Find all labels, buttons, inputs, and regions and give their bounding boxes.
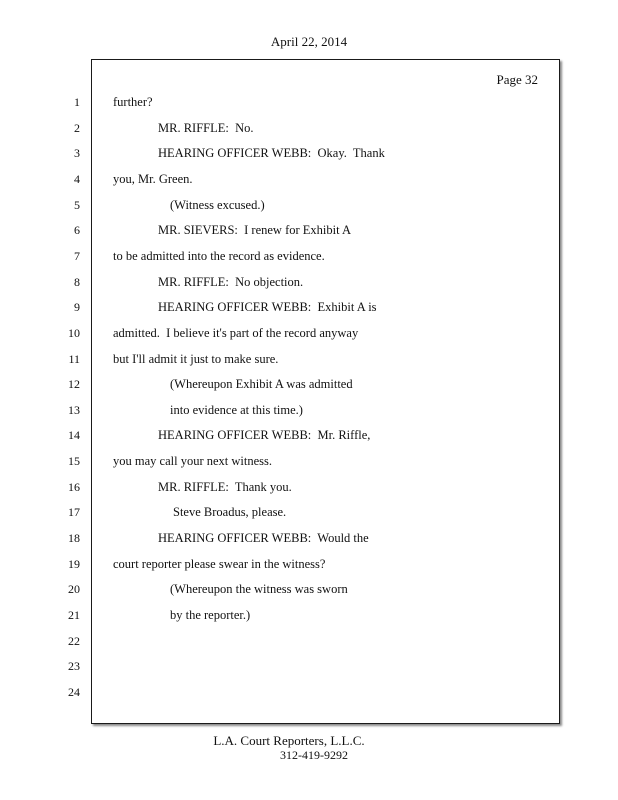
line-text: MR. RIFFLE: Thank you.	[158, 480, 292, 494]
line-text: Steve Broadus, please.	[173, 505, 287, 519]
line-number: 4	[74, 172, 80, 186]
line-text: MR. RIFFLE: No objection.	[158, 275, 304, 289]
line-number: 24	[68, 685, 80, 699]
line-number: 18	[68, 531, 80, 545]
line-number: 16	[68, 480, 80, 494]
line-number: 1	[74, 95, 80, 109]
line-number: 14	[68, 428, 80, 442]
line-number: 5	[74, 198, 80, 212]
line-text: you may call your next witness.	[113, 454, 272, 468]
line-number: 15	[68, 454, 80, 468]
line-number: 6	[74, 223, 80, 237]
line-text: but I'll admit it just to make sure.	[113, 352, 279, 366]
line-text: (Whereupon Exhibit A was admitted	[170, 377, 353, 391]
line-text: HEARING OFFICER WEBB: Mr. Riffle,	[158, 428, 371, 442]
line-number: 21	[68, 608, 80, 622]
line-number: 23	[68, 659, 80, 673]
line-text: MR. RIFFLE: No.	[158, 121, 254, 135]
line-text: court reporter please swear in the witness?	[113, 557, 326, 571]
line-number: 10	[68, 326, 80, 340]
line-text: admitted. I believe it's part of the record anyway	[113, 326, 359, 340]
line-text: HEARING OFFICER WEBB: Okay. Thank	[158, 146, 385, 160]
line-number: 20	[68, 582, 80, 596]
footer-phone: 312-419-9292	[280, 748, 348, 762]
page-number: Page 32	[496, 72, 538, 87]
footer-company: L.A. Court Reporters, L.L.C.	[213, 733, 365, 748]
line-number: 9	[74, 300, 80, 314]
line-text: HEARING OFFICER WEBB: Would the	[158, 531, 369, 545]
line-text: HEARING OFFICER WEBB: Exhibit A is	[158, 300, 377, 314]
line-number: 22	[68, 634, 80, 648]
line-number: 12	[68, 377, 80, 391]
line-text: you, Mr. Green.	[113, 172, 193, 186]
line-number: 19	[68, 557, 80, 571]
line-text: into evidence at this time.)	[170, 403, 303, 417]
line-number: 13	[68, 403, 80, 417]
line-text: (Witness excused.)	[170, 198, 265, 212]
line-text: to be admitted into the record as evidence.	[113, 249, 325, 263]
header-date: April 22, 2014	[270, 34, 348, 49]
line-number: 8	[74, 275, 80, 289]
line-number: 17	[68, 505, 80, 519]
line-text: by the reporter.)	[170, 608, 251, 622]
line-text: (Whereupon the witness was sworn	[170, 582, 348, 596]
line-number: 3	[74, 146, 80, 160]
line-number: 2	[74, 121, 80, 135]
line-number: 11	[68, 352, 80, 366]
line-number: 7	[74, 249, 80, 263]
line-text: MR. SIEVERS: I renew for Exhibit A	[158, 223, 352, 237]
line-text: further?	[113, 95, 153, 109]
